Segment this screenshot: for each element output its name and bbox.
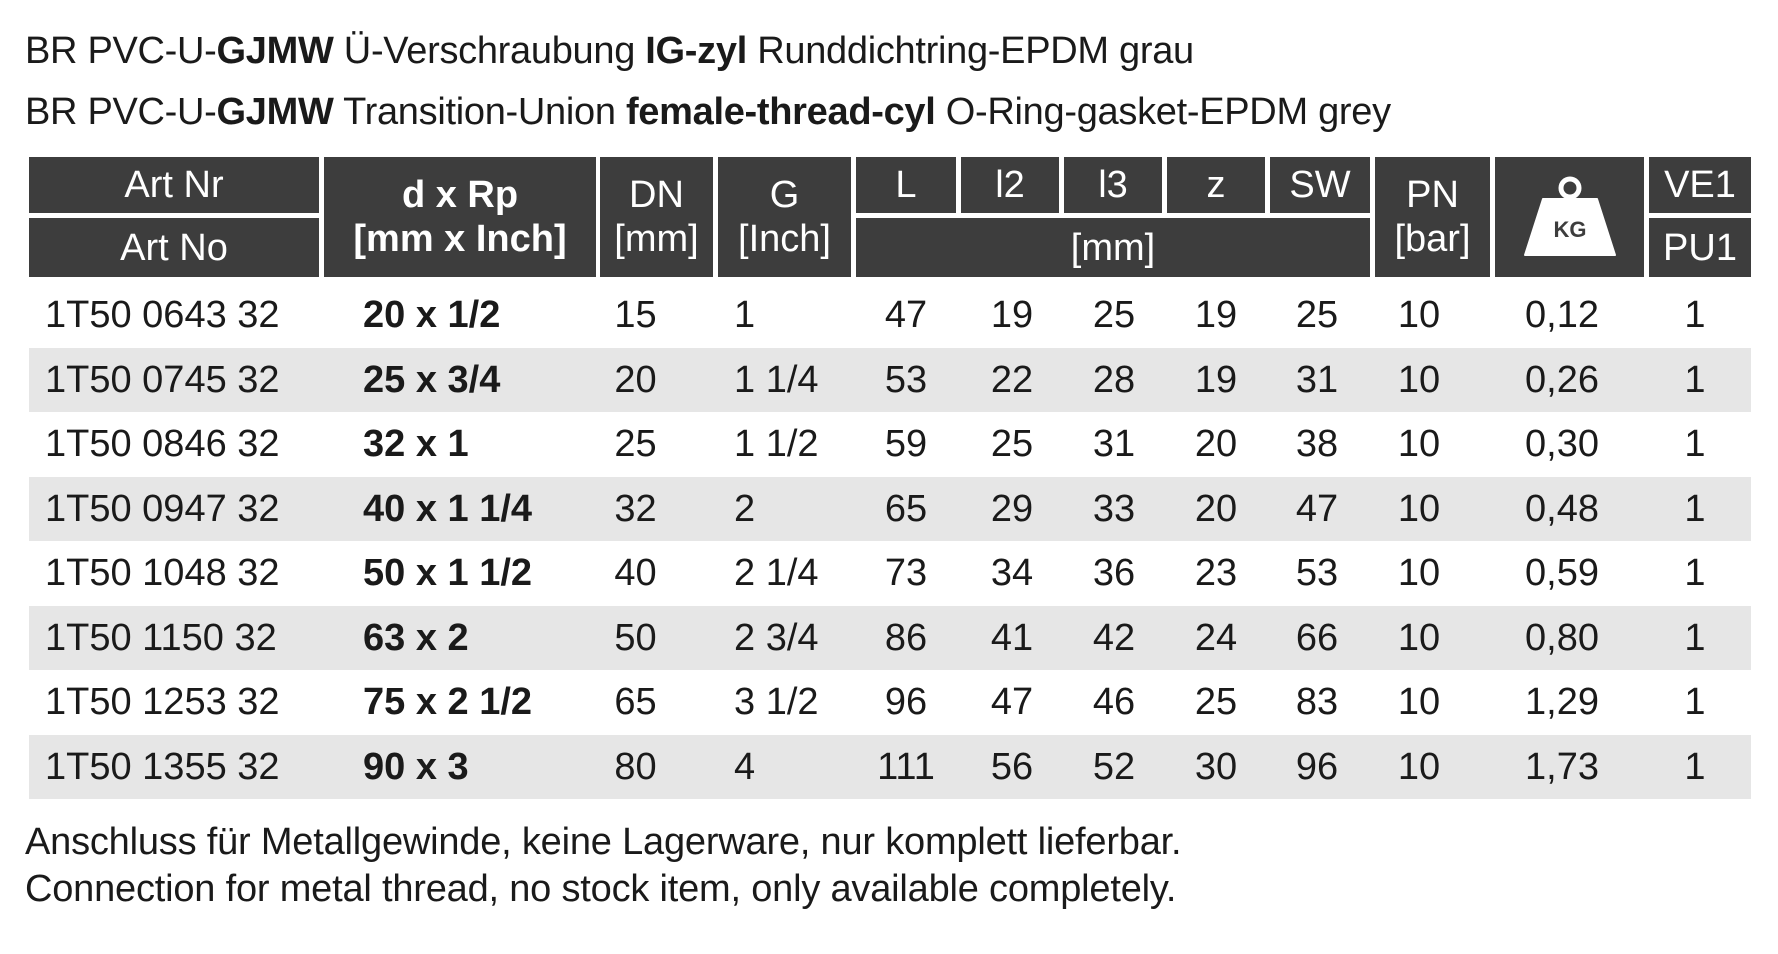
header-sw: SW <box>1270 157 1370 213</box>
cell-l: 53 <box>884 358 928 401</box>
table-row <box>29 541 1751 605</box>
cell-pn: 10 <box>1397 358 1441 401</box>
cell-dxrp: 25 x 3/4 <box>363 358 501 401</box>
title-german <box>25 28 1194 74</box>
cell-l2: 34 <box>990 552 1034 594</box>
cell-art: 1T50 1355 32 <box>45 745 280 788</box>
cell-l3: 28 <box>1092 358 1136 401</box>
cell-dn: 40 <box>614 552 657 594</box>
cell-z: 20 <box>1194 423 1238 465</box>
cell-art: 1T50 0947 32 <box>45 487 280 530</box>
cell-l2: 29 <box>990 487 1034 530</box>
cell-ve: 1 <box>1684 681 1706 723</box>
table-row <box>29 477 1751 541</box>
cell-dxrp: 40 x 1 1/4 <box>363 487 533 530</box>
cell-dn: 50 <box>614 616 657 659</box>
cell-g: 2 3/4 <box>734 616 819 659</box>
cell-pn: 10 <box>1397 681 1441 723</box>
footnote-german: Anschluss für Metallgewinde, keine Lagerware, nur komplett lieferbar. <box>25 821 1182 863</box>
cell-l2: 19 <box>990 294 1034 336</box>
cell-z: 25 <box>1194 681 1238 723</box>
header-weight <box>1495 157 1644 277</box>
cell-g: 1 <box>734 294 756 336</box>
cell-g: 1 1/4 <box>734 358 819 401</box>
header-z: z <box>1167 157 1265 213</box>
cell-ve: 1 <box>1684 552 1706 594</box>
title-german-part: GJMW <box>216 30 334 72</box>
header-art-nr: Art Nr <box>29 157 319 213</box>
cell-pn: 10 <box>1397 294 1441 336</box>
header-mm-group: [mm] <box>856 218 1370 277</box>
header-dn-label: DN <box>629 174 684 216</box>
title-english-part: GJMW <box>216 91 334 133</box>
table-row <box>29 283 1751 347</box>
cell-sw: 83 <box>1295 681 1339 723</box>
cell-z: 23 <box>1194 552 1238 594</box>
cell-z: 20 <box>1194 487 1238 530</box>
table-row <box>29 606 1751 670</box>
table-row <box>29 735 1751 799</box>
header-l3: l3 <box>1064 157 1162 213</box>
cell-sw: 47 <box>1295 487 1339 530</box>
cell-l: 65 <box>884 487 928 530</box>
cell-g: 2 <box>734 487 756 530</box>
title-english <box>25 89 1391 135</box>
cell-art: 1T50 0643 32 <box>45 294 280 336</box>
cell-dn: 65 <box>614 681 657 723</box>
cell-art: 1T50 0846 32 <box>45 423 280 465</box>
weight-kg-icon <box>1521 175 1619 259</box>
cell-g: 4 <box>734 745 756 788</box>
cell-dn: 80 <box>614 745 657 788</box>
cell-dn: 25 <box>614 423 657 465</box>
cell-ve: 1 <box>1684 294 1706 336</box>
cell-kg: 0,80 <box>1525 616 1599 659</box>
cell-kg: 0,12 <box>1525 294 1599 336</box>
header-pu1: PU1 <box>1649 218 1751 277</box>
cell-dxrp: 75 x 2 1/2 <box>363 681 533 723</box>
cell-kg: 0,26 <box>1525 358 1599 401</box>
cell-dn: 32 <box>614 487 657 530</box>
cell-pn: 10 <box>1397 552 1441 594</box>
cell-art: 1T50 0745 32 <box>45 358 280 401</box>
header-dxrp <box>324 157 596 277</box>
cell-l3: 46 <box>1092 681 1136 723</box>
cell-l2: 22 <box>990 358 1034 401</box>
cell-l2: 47 <box>990 681 1034 723</box>
cell-l: 86 <box>884 616 928 659</box>
cell-l3: 33 <box>1092 487 1136 530</box>
cell-ve: 1 <box>1684 423 1706 465</box>
header-pn-unit: [bar] <box>1394 218 1471 260</box>
cell-ve: 1 <box>1684 745 1706 788</box>
table-row <box>29 670 1751 734</box>
cell-l2: 25 <box>990 423 1034 465</box>
cell-sw: 96 <box>1295 745 1339 788</box>
cell-dn: 15 <box>614 294 657 336</box>
title-english-part: BR PVC-U- <box>25 91 217 133</box>
header-l: L <box>856 157 956 213</box>
cell-art: 1T50 1253 32 <box>45 681 280 723</box>
cell-z: 30 <box>1194 745 1238 788</box>
cell-dxrp: 20 x 1/2 <box>363 294 501 336</box>
cell-z: 24 <box>1194 616 1238 659</box>
cell-l: 96 <box>884 681 928 723</box>
cell-l: 111 <box>877 745 935 788</box>
cell-dxrp: 50 x 1 1/2 <box>363 552 533 594</box>
header-dn-unit: [mm] <box>614 218 699 260</box>
title-english-part: Transition-Union <box>333 91 626 133</box>
header-g-unit: [Inch] <box>738 218 831 260</box>
cell-kg: 1,29 <box>1525 681 1599 723</box>
table-row <box>29 412 1751 476</box>
cell-l: 47 <box>884 294 928 336</box>
cell-sw: 25 <box>1295 294 1339 336</box>
cell-l3: 31 <box>1092 423 1136 465</box>
header-art-no: Art No <box>29 218 319 277</box>
cell-pn: 10 <box>1397 423 1441 465</box>
cell-sw: 38 <box>1295 423 1339 465</box>
cell-dn: 20 <box>614 358 657 401</box>
cell-pn: 10 <box>1397 745 1441 788</box>
header-pn <box>1375 157 1490 277</box>
cell-kg: 1,73 <box>1525 745 1599 788</box>
table-row <box>29 348 1751 412</box>
cell-sw: 66 <box>1295 616 1339 659</box>
header-l2: l2 <box>961 157 1059 213</box>
cell-l3: 36 <box>1092 552 1136 594</box>
cell-g: 2 1/4 <box>734 552 819 594</box>
header-g-label: G <box>769 174 800 216</box>
cell-kg: 0,30 <box>1525 423 1599 465</box>
title-english-part: O-Ring-gasket-EPDM grey <box>935 91 1391 133</box>
cell-l3: 25 <box>1092 294 1136 336</box>
title-german-part: BR PVC-U- <box>25 30 217 72</box>
cell-g: 1 1/2 <box>734 423 819 465</box>
title-german-part: Runddichtring-EPDM grau <box>746 30 1194 72</box>
cell-ve: 1 <box>1684 616 1706 659</box>
cell-l3: 52 <box>1092 745 1136 788</box>
cell-l: 73 <box>884 552 928 594</box>
header-dxrp-label: d x Rp <box>401 174 519 216</box>
cell-l2: 41 <box>990 616 1034 659</box>
header-g <box>718 157 851 277</box>
cell-l3: 42 <box>1092 616 1136 659</box>
header-ve1: VE1 <box>1649 157 1751 213</box>
title-german-part: Ü-Verschraubung <box>333 30 646 72</box>
cell-z: 19 <box>1194 358 1238 401</box>
weight-icon-label: KG <box>1553 217 1586 242</box>
cell-l2: 56 <box>990 745 1034 788</box>
title-german-part: IG-zyl <box>645 30 747 72</box>
cell-art: 1T50 1150 32 <box>45 616 277 659</box>
cell-z: 19 <box>1194 294 1238 336</box>
cell-pn: 10 <box>1397 616 1441 659</box>
cell-kg: 0,59 <box>1525 552 1599 594</box>
cell-dxrp: 32 x 1 <box>363 423 469 465</box>
cell-sw: 53 <box>1295 552 1339 594</box>
cell-dxrp: 90 x 3 <box>363 745 469 788</box>
header-dxrp-unit: [mm x Inch] <box>353 218 567 260</box>
cell-ve: 1 <box>1684 358 1706 401</box>
cell-sw: 31 <box>1295 358 1339 401</box>
cell-art: 1T50 1048 32 <box>45 552 280 594</box>
cell-ve: 1 <box>1684 487 1706 530</box>
title-english-part: female-thread-cyl <box>625 91 936 133</box>
cell-pn: 10 <box>1397 487 1441 530</box>
header-dn <box>600 157 713 277</box>
cell-g: 3 1/2 <box>734 681 819 723</box>
footnote-english: Connection for metal thread, no stock item, only available completely. <box>25 868 1177 910</box>
cell-dxrp: 63 x 2 <box>363 616 469 659</box>
header-pn-label: PN <box>1406 174 1459 216</box>
cell-kg: 0,48 <box>1525 487 1599 530</box>
cell-l: 59 <box>884 423 928 465</box>
